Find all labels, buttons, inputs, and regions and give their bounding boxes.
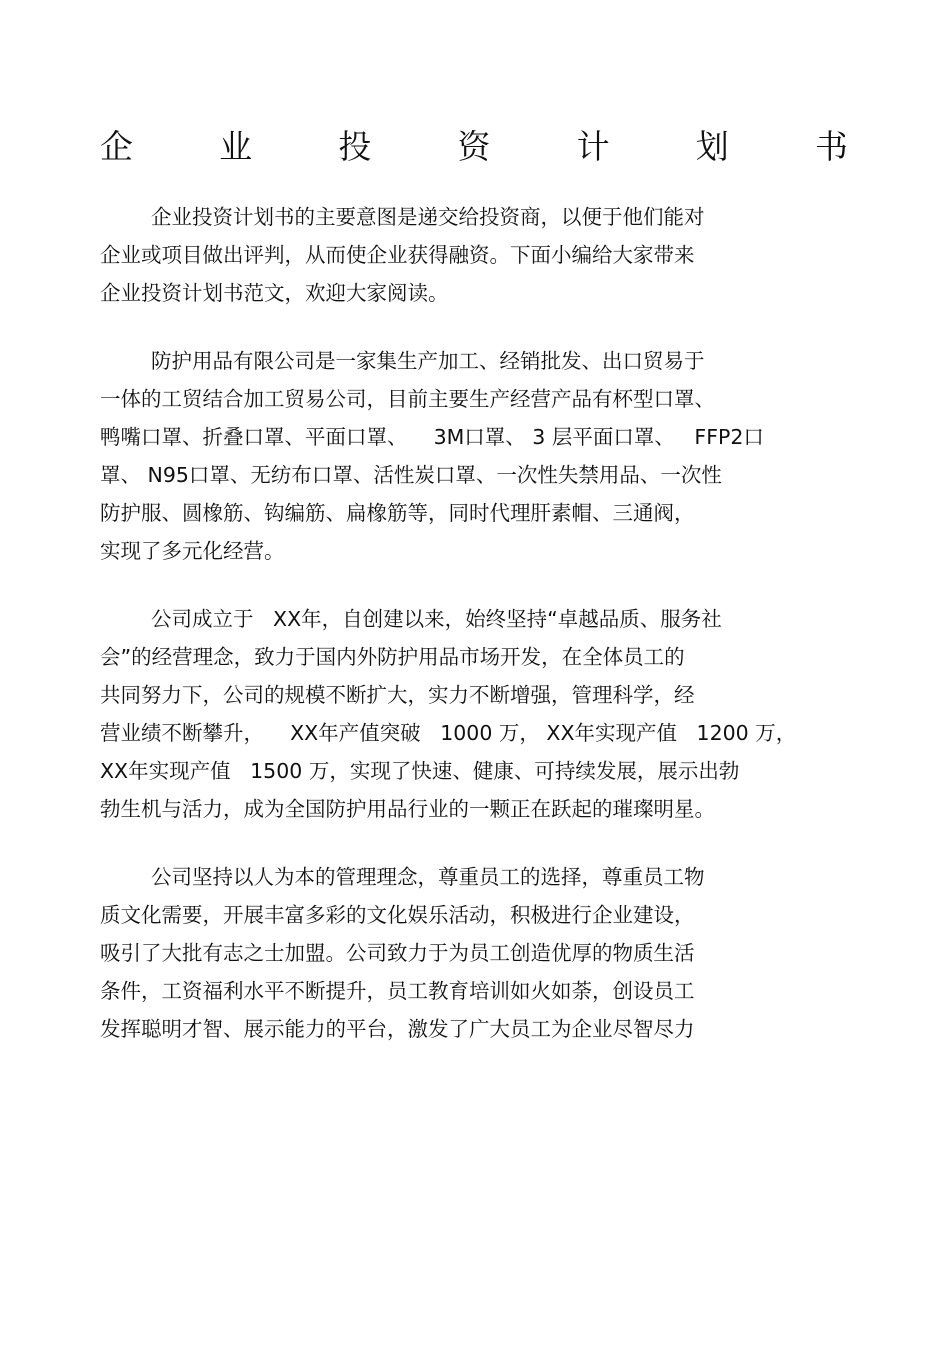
text-line: 勃生机与活力，成为全国防护用品行业的一颗正在跃起的璀璨明星。 bbox=[100, 797, 715, 821]
text-line: 会”的经营理念，致力于国内外防护用品市场开发，在全体员工的 bbox=[100, 645, 685, 669]
text-line: 吸引了大批有志之士加盟。公司致力于为员工创造优厚的物质生活 bbox=[100, 941, 695, 965]
text-line: 质文化需要，开展丰富多彩的文化娱乐活动，积极进行企业建设， bbox=[100, 903, 695, 927]
text-line: 公司坚持以人为本的管理理念，尊重员工的选择，尊重员工物 bbox=[151, 865, 705, 889]
text-line: 条件，工资福利水平不断提升，员工教育培训如火如荼，创设员工 bbox=[100, 979, 695, 1003]
text-line: 企业投资计划书范文，欢迎大家阅读。 bbox=[100, 281, 449, 305]
title-char: 计 bbox=[576, 127, 610, 166]
text-line: 防护用品有限公司是一家集生产加工、经销批发、出口贸易于 bbox=[151, 349, 705, 373]
text-line: 营业绩不断攀升， XX年产值突破 1000 万， XX年实现产值 1200 万， bbox=[100, 721, 797, 745]
title-char: 书 bbox=[814, 127, 848, 166]
text-line: 一体的工贸结合加工贸易公司，目前主要生产经营产品有杯型口罩、 bbox=[100, 387, 715, 411]
paragraph-company-history bbox=[100, 600, 860, 828]
title-char: 投 bbox=[338, 127, 372, 166]
paragraph-intro bbox=[100, 198, 860, 312]
text-line: 公司成立于 XX年，自创建以来，始终坚持“卓越品质、服务社 bbox=[151, 607, 722, 631]
document-body bbox=[100, 198, 860, 1078]
title-char: 企 bbox=[100, 127, 133, 166]
document-title bbox=[100, 122, 848, 172]
text-line: 共同努力下，公司的规模不断扩大，实力不断增强，管理科学，经 bbox=[100, 683, 695, 707]
text-line: XX年实现产值 1500 万，实现了快速、健康、可持续发展，展示出勃 bbox=[100, 759, 740, 783]
title-char: 资 bbox=[457, 127, 491, 166]
title-char: 划 bbox=[695, 127, 729, 166]
text-line: 防护服、圆橡筋、钩编筋、扁橡筋等，同时代理肝素帽、三通阀， bbox=[100, 501, 695, 525]
paragraph-company-products bbox=[100, 342, 860, 570]
title-char: 业 bbox=[219, 127, 253, 166]
text-line: 鸭嘴口罩、折叠口罩、平面口罩、 3M口罩、 3 层平面口罩、 FFP2口 bbox=[100, 425, 764, 449]
text-line: 发挥聪明才智、展示能力的平台，激发了广大员工为企业尽智尽力 bbox=[100, 1017, 695, 1041]
text-line: 企业投资计划书的主要意图是递交给投资商，以便于他们能对 bbox=[151, 205, 705, 229]
text-line: 罩、 N95口罩、无纺布口罩、活性炭口罩、一次性失禁用品、一次性 bbox=[100, 463, 722, 487]
paragraph-management bbox=[100, 858, 860, 1048]
text-line: 实现了多元化经营。 bbox=[100, 539, 285, 563]
text-line: 企业或项目做出评判，从而使企业获得融资。下面小编给大家带来 bbox=[100, 243, 695, 267]
